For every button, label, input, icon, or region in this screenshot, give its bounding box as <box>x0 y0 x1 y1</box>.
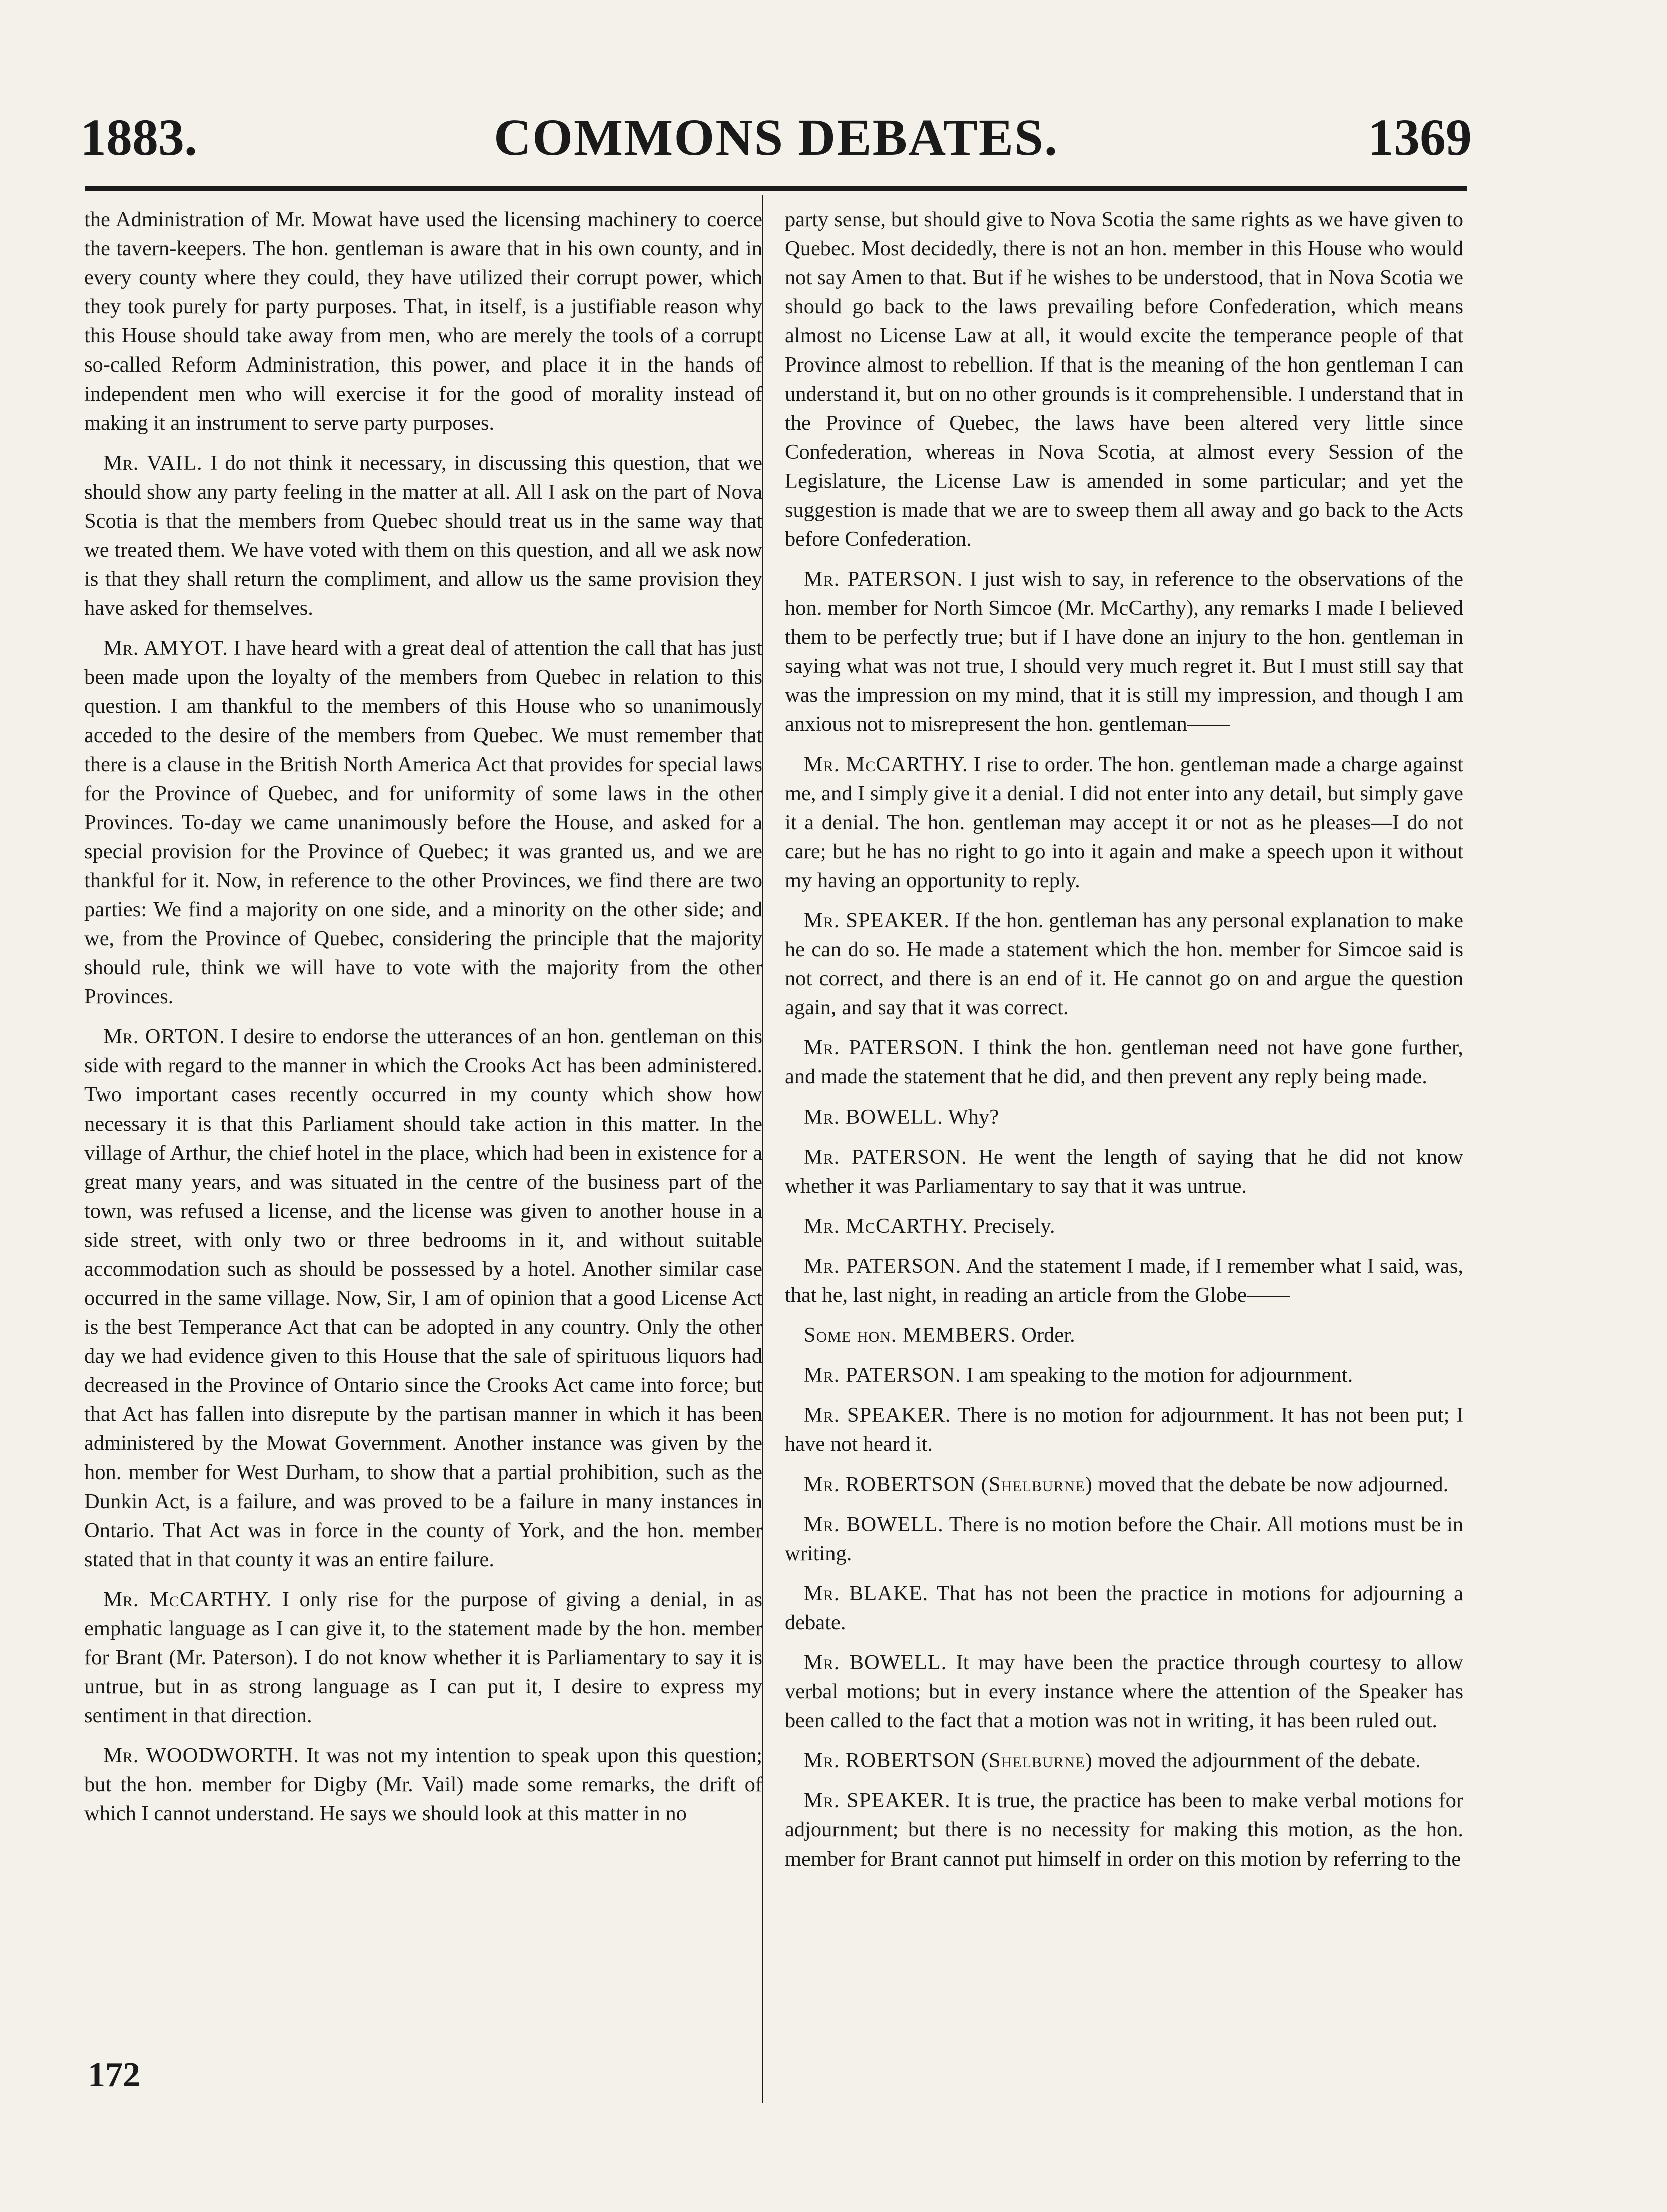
speech-paragraph <box>785 1033 1463 1091</box>
speaker-name: Mr. BOWELL. <box>804 1651 947 1674</box>
speaker-name: Mr. SPEAKER. <box>804 1403 951 1427</box>
speech-text: It was not my intention to speak upon this question; but the hon. member for Digby (Mr. Vail) made some remarks, the drift of which I cannot understand. He says we should look at this matter in no <box>84 1744 762 1825</box>
speech-paragraph <box>84 1022 762 1574</box>
header-rule <box>85 186 1467 191</box>
speech-text: He went the length of saying that he did not know whether it was Parliamentary to say that it was untrue. <box>785 1145 1463 1198</box>
folio-number: 172 <box>88 2056 140 2094</box>
speech-text: I am speaking to the motion for adjournment. <box>966 1363 1353 1387</box>
speaker-name: Mr. PATERSON. <box>804 1254 962 1278</box>
speech-paragraph <box>785 1786 1463 1874</box>
speech-paragraph <box>84 449 762 623</box>
speech-paragraph <box>785 1401 1463 1459</box>
speaker-name: Mr. AMYOT. <box>103 636 229 660</box>
speaker-name: Mr. PATERSON. <box>804 1036 965 1059</box>
speaker-name: Mr. BLAKE. <box>804 1582 929 1605</box>
speech-text: I rise to order. The hon. gentleman made a charge against me, and I simply give it a denial. I did not enter into any detail, but simply gave it a denial. The hon. gentleman may accept it or not as he pleases—I do not care; but he has no right to go into it again and make a speech upon it without my having an opportunity to reply. <box>785 753 1463 892</box>
speech-text: I do not think it necessary, in discussing this question, that we should show any party feeling in the matter at all. All I ask on the part of Nova Scotia is that the members from Quebec should treat us in the same way that we treated them. We have voted with them on this question, and all we ask now is that they shall return the compliment, and allow us the same provision they have asked for themselves. <box>84 451 762 620</box>
speech-text: Precisely. <box>973 1214 1055 1238</box>
speech-text: I desire to endorse the utterances of an hon. gentleman on this side with regard to the manner in which the Crooks Act has been administered. Two important cases recently occurred in my county which show how necessary it is that this Parliament should take action in this matter. In the village of Arthur, the chief hotel in the place, which had been in existence for a great many years, and was situated in the centre of the business part of the town, was refused a license, and the license was given to another house in a side street, with only two or three bedrooms in it, and without suitable accommodation such as should be possessed by a hotel. Another similar case occurred in the same village. Now, Sir, I am of opinion that a good License Act is the best Temperance Act that can be adopted in any country. Only the other day we had evidence given to this House that the sale of spirituous liquors had decreased in the Province of Ontario since the Crooks Act came into force; but that Act has fallen into disrepute by the partisan manner in which it has been administered by the Mowat Government. Another instance was given by the hon. member for West Durham, to show that a partial prohibition, such as the Dunkin Act, is a failure, and was proved to be a failure in many instances in Ontario. That Act was in force in the county of York, and the hon. member stated that in that county it was an entire failure. <box>84 1025 762 1571</box>
speaker-name: Mr. BOWELL. <box>804 1513 944 1536</box>
speech-text: There is no motion for adjournment. It has not been put; I have not heard it. <box>785 1403 1463 1456</box>
speaker-name: Mr. BOWELL. <box>804 1105 943 1129</box>
speech-paragraph <box>785 1510 1463 1568</box>
speech-text: I have heard with a great deal of attention the call that has just been made upon the loyalty of the members from Quebec in relation to this question. I am thankful to the members of this House who so unanimously acceded to the desire of the members from Quebec. We must remember that there is a clause in the British North America Act that provides for special laws for the Province of Quebec, and for uniformity of some laws in the other Provinces. To-day we came unanimously before the House, and asked for a special provision for the Province of Quebec; it was granted us, and we are thankful for it. Now, in reference to the other Provinces, we find there are two parties: We find a majority on one side, and a minority on the other side; and we, from the Province of Quebec, considering the principle that the majority should rule, think we will have to vote with the majority from the other Provinces. <box>84 636 762 1008</box>
speech-paragraph <box>785 1746 1463 1775</box>
speech-paragraph <box>785 906 1463 1022</box>
speaker-name: Mr. McCARTHY. <box>804 1214 968 1238</box>
speech-paragraph <box>84 1585 762 1730</box>
speaker-name: Mr. PATERSON. <box>804 1363 961 1387</box>
speaker-name: Mr. SPEAKER. <box>804 1789 951 1812</box>
speech-paragraph <box>785 1361 1463 1390</box>
speech-text: moved that the debate be now adjourned. <box>1098 1472 1449 1496</box>
speech-paragraph <box>785 1648 1463 1735</box>
speech-text: If the hon. gentleman has any personal explanation to make he can do so. He made a statement which the hon. member for Simcoe said is not correct, and there is an end of it. He cannot go on and argue the question again, and say that it was correct. <box>785 909 1463 1019</box>
speech-paragraph <box>785 1252 1463 1310</box>
speech-paragraph <box>785 1143 1463 1201</box>
speaker-name: Mr. VAIL. <box>103 451 203 475</box>
speaker-name: Mr. PATERSON. <box>804 567 963 591</box>
speaker-name: Mr. ROBERTSON (Shelburne) <box>804 1472 1093 1496</box>
speaker-name: Mr. McCARTHY. <box>103 1588 272 1611</box>
speech-text: It is true, the practice has been to make verbal motions for adjournment; but there is no necessity for making this motion, as the hon. member for Brant cannot put himself in order on this motion by referring to the <box>785 1789 1463 1871</box>
speaker-name: Mr. McCARTHY. <box>804 753 968 776</box>
speech-text: Why? <box>948 1105 999 1129</box>
speech-paragraph <box>84 205 762 438</box>
speech-text: There is no motion before the Chair. All motions must be in writing. <box>785 1513 1463 1565</box>
speaker-name: Mr. WOODWORTH. <box>103 1744 299 1767</box>
speech-text: It may have been the practice through courtesy to allow verbal motions; but in every instance where the attention of the Speaker has been called to the fact that a motion was not in writing, it has been ruled out. <box>785 1651 1463 1732</box>
right-column <box>785 205 1463 2108</box>
speech-text: the Administration of Mr. Mowat have used the licensing machinery to coerce the tavern-keepers. The hon. gentleman is aware that in his own county, and in every county where they could, they have utilized their corrupt power, which they took purely for party purposes. That, in itself, is a justifiable reason why this House should take away from men, who are merely the tools of a corrupt so-called Reform Administration, this power, and place it in the hands of independent men who will exercise it for the good of morality instead of making it an instrument to serve party purposes. <box>84 208 762 435</box>
speaker-name: Mr. PATERSON. <box>804 1145 967 1169</box>
speech-text: I just wish to say, in reference to the observations of the hon. member for North Simcoe (Mr. McCarthy), any remarks I made I believed them to be perfectly true; but if I have done an injury to the hon. gentleman in saying what was not true, I should very much regret it. But I must still say that was the impression on my mind, that it is still my impression, and though I am anxious not to misrepresent the hon. gentleman—— <box>785 567 1463 736</box>
header-year: 1883. <box>80 109 197 166</box>
speech-paragraph <box>785 205 1463 554</box>
speech-text: That has not been the practice in motions for adjourning a debate. <box>785 1582 1463 1634</box>
speech-paragraph <box>785 1212 1463 1241</box>
speech-text: I only rise for the purpose of giving a denial, in as emphatic language as I can give it, to the statement made by the hon. member for Brant (Mr. Paterson). I do not know whether it is Parliamentary to say it is untrue, but in as strong language as I can put it, I desire to express my sentiment in that direction. <box>84 1588 762 1727</box>
speech-paragraph <box>785 1579 1463 1637</box>
speech-text: Order. <box>1021 1323 1075 1347</box>
speaker-name: Some hon. MEMBERS. <box>804 1323 1016 1347</box>
speech-text: I think the hon. gentleman need not have gone further, and made the statement that he did, and then prevent any reply being made. <box>785 1036 1463 1088</box>
speaker-name: Mr. ORTON. <box>103 1025 225 1048</box>
speech-text: moved the adjournment of the debate. <box>1098 1749 1421 1772</box>
speaker-name: Mr. ROBERTSON (Shelburne) <box>804 1749 1093 1772</box>
speech-text: party sense, but should give to Nova Scotia the same rights as we have given to Quebec. Most decidedly, there is not an hon. member in this House who would not say Amen to that. But if he wishes to be understood, that in Nova Scotia we should go back to the laws prevailing before Confederation, which means almost no License Law at all, it would excite the temperance people of that Province almost to rebellion. If that is the meaning of the hon gentleman I can understand it, but on no other grounds is it comprehensible. I understand that in the Province of Quebec, the laws have been altered very little since Confederation, whereas in Nova Scotia, at almost every Session of the Legislature, the License Law is amended in some particular; and yet the suggestion is made that we are to sweep them all away and go back to the Acts before Confederation. <box>785 208 1463 551</box>
speech-paragraph <box>785 1470 1463 1499</box>
speech-paragraph <box>84 634 762 1011</box>
speech-paragraph <box>785 565 1463 739</box>
page-header <box>80 105 1472 180</box>
speech-paragraph <box>785 1321 1463 1350</box>
header-page-number: 1369 <box>1368 109 1472 166</box>
header-title: COMMONS DEBATES. <box>494 109 1058 166</box>
speaker-name: Mr. SPEAKER. <box>804 909 950 932</box>
speech-paragraph <box>785 1102 1463 1132</box>
left-column <box>84 205 762 2108</box>
speech-paragraph <box>785 750 1463 895</box>
speech-text: And the statement I made, if I remember what I said, was, that he, last night, in reading an article from the Globe—— <box>785 1254 1463 1307</box>
speech-paragraph <box>84 1741 762 1828</box>
